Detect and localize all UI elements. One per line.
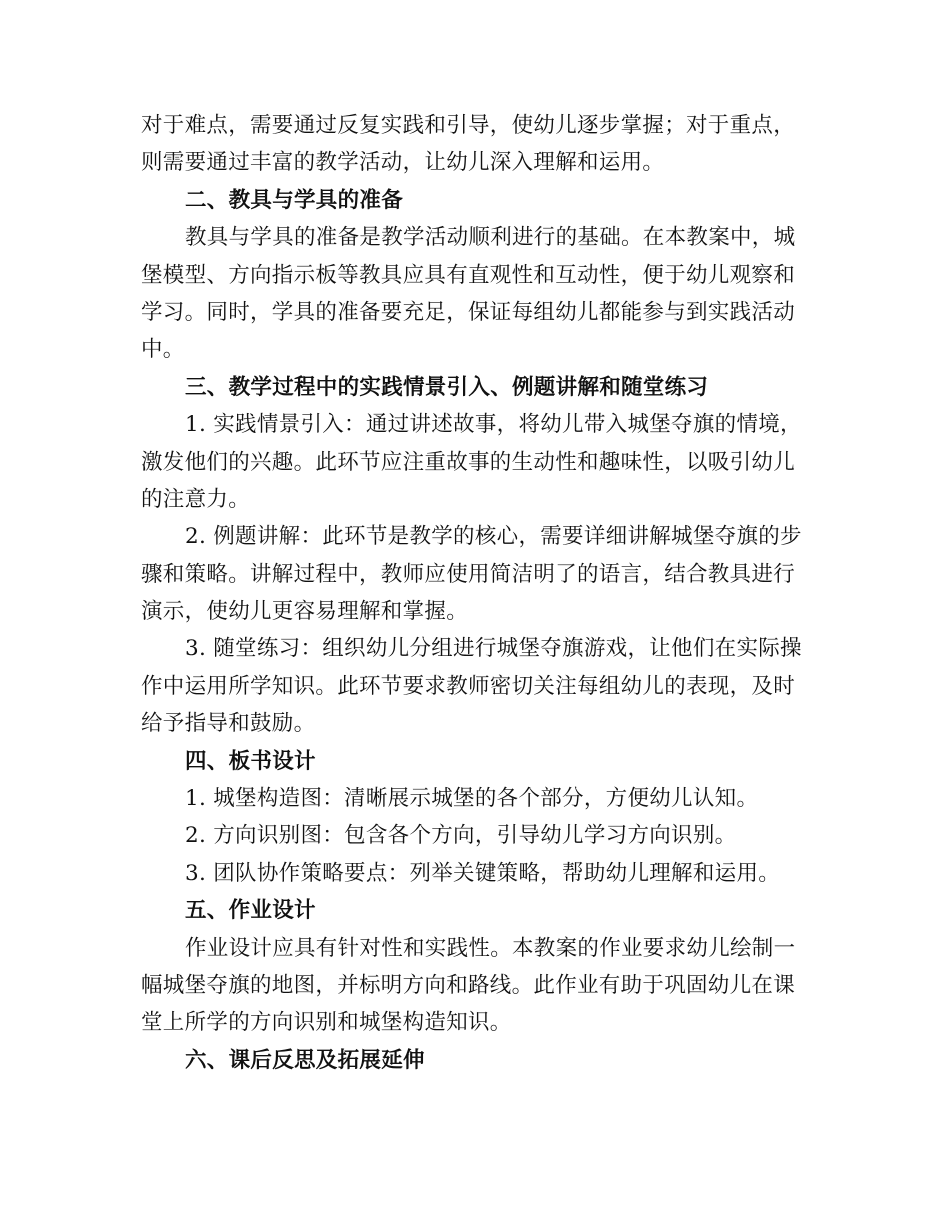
text-line: 给予指导和鼓励。 [141,711,316,737]
document-body [141,107,806,1079]
text-line: 激发他们的兴趣。此环节应注重故事的生动性和趣味性，以吸引幼儿 [141,449,796,475]
text-line: 演示，使幼儿更容易理解和掌握。 [141,599,469,625]
text-line: 堡模型、方向指示板等教具应具有直观性和互动性，便于幼儿观察和 [141,262,796,288]
text-line: 1. 实践情景引入：通过讲述故事，将幼儿带入城堡夺旗的情境， [185,412,802,438]
text-line: 2. 方向识别图：包含各个方向，引导幼儿学习方向识别。 [185,823,737,849]
text-line: 1. 城堡构造图：清晰展示城堡的各个部分，方便幼儿认知。 [185,786,759,812]
section-heading: 五、作业设计 [185,898,316,924]
section-heading: 四、板书设计 [185,748,316,774]
text-line: 幅城堡夺旗的地图，并标明方向和路线。此作业有助于巩固幼儿在课 [141,972,796,998]
section-heading: 二、教具与学具的准备 [185,187,404,213]
text-line: 对于难点，需要通过反复实践和引导，使幼儿逐步掌握；对于重点， [141,113,796,138]
text-line: 2. 例题讲解：此环节是教学的核心，需要详细讲解城堡夺旗的步 [185,524,802,550]
text-line: 教具与学具的准备是教学活动顺利进行的基础。在本教案中，城 [185,225,796,251]
section-heading: 六、课后反思及拓展延伸 [185,1047,425,1073]
section-heading: 三、教学过程中的实践情景引入、例题讲解和随堂练习 [185,374,709,400]
text-line: 则需要通过丰富的教学活动，让幼儿深入理解和运用。 [141,150,665,176]
text-line: 中。 [141,337,185,363]
text-line: 堂上所学的方向识别和城堡构造知识。 [141,1010,512,1036]
text-line: 3. 随堂练习：组织幼儿分组进行城堡夺旗游戏，让他们在实际操 [185,636,802,662]
text-line: 作中运用所学知识。此环节要求教师密切关注每组幼儿的表现，及时 [141,673,796,699]
text-line: 骤和策略。讲解过程中，教师应使用简洁明了的语言，结合教具进行 [141,561,796,587]
text-line: 的注意力。 [141,486,251,512]
text-line: 学习。同时，学具的准备要充足，保证每组幼儿都能参与到实践活动 [141,299,796,325]
text-line: 3. 团队协作策略要点：列举关键策略，帮助幼儿理解和运用。 [185,860,781,886]
text-line: 作业设计应具有针对性和实践性。本教案的作业要求幼儿绘制一 [185,935,796,961]
